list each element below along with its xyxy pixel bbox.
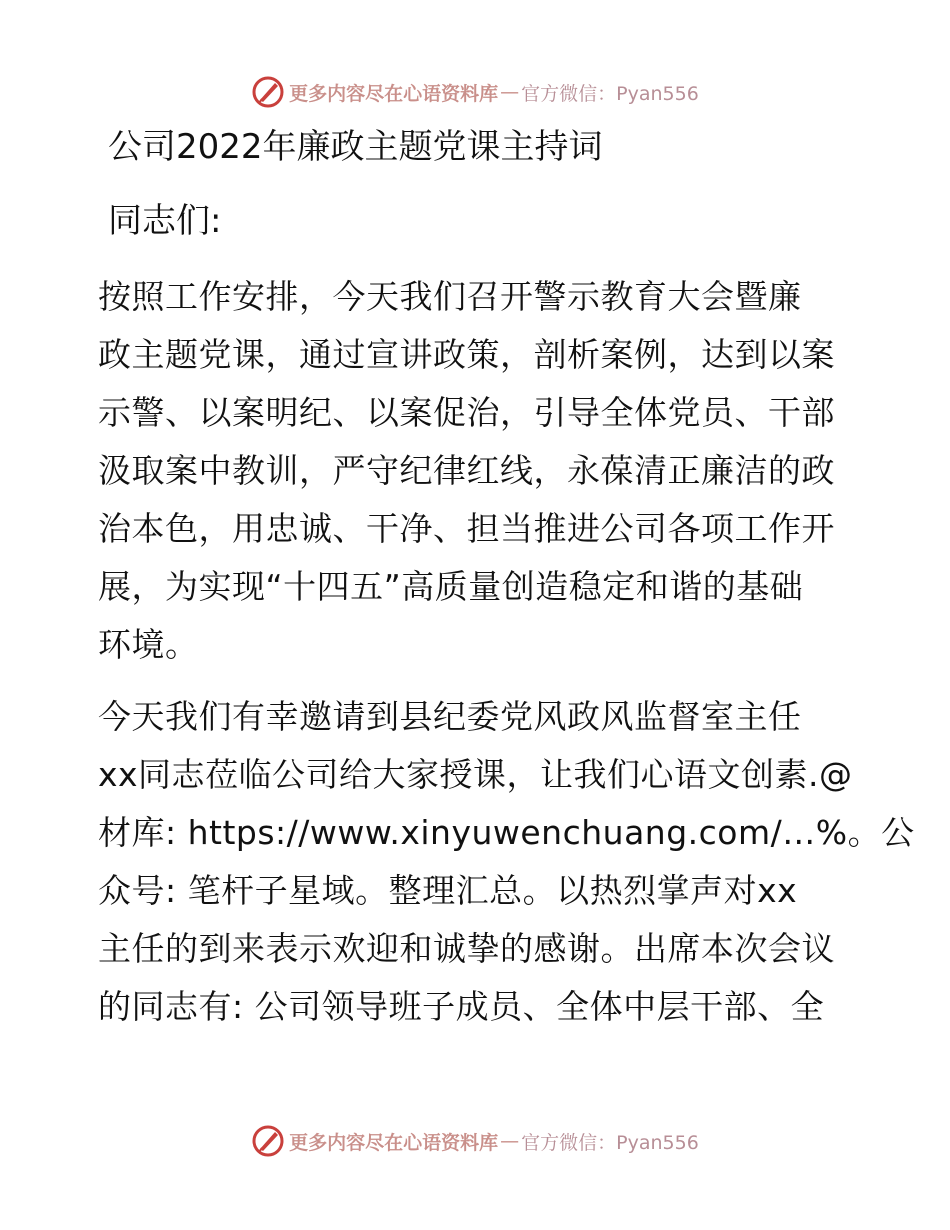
greeting: 同志们: <box>108 201 222 241</box>
banner-dash: — <box>500 1130 520 1152</box>
paragraph-line: 材库: https://www.xinyuwenchuang.com/…%。公 <box>98 813 915 852</box>
paragraph-line: 环境。 <box>98 625 199 664</box>
paragraph-line: 治本色，用忠诚、干净、担当推进公司各项工作开 <box>98 509 835 548</box>
paragraph-line: 汲取案中教训，严守纪律红线，永葆清正廉洁的政 <box>98 451 835 490</box>
quill-logo-icon <box>251 75 285 109</box>
paragraph-line: 主任的到来表示欢迎和诚挚的感谢。出席本次会议 <box>98 929 835 968</box>
paragraph-line: 众号: 笔杆子星域。整理汇总。以热烈掌声对xx <box>98 871 798 910</box>
paragraph-line: xx同志莅临公司给大家授课，让我们心语文创素.@ <box>98 755 853 794</box>
paragraph-line: 按照工作安排，今天我们召开警示教育大会暨廉 <box>98 277 802 316</box>
brand-text: 更多内容尽在心语资料库 <box>289 1131 499 1154</box>
brand-text: 更多内容尽在心语资料库 <box>289 82 499 105</box>
paragraph-line: 的同志有: 公司领导班子成员、全体中层干部、全 <box>98 987 825 1026</box>
footer-banner <box>0 1121 950 1161</box>
wechat-text: 官方微信：Pyan556 <box>521 1131 699 1154</box>
page-title: 公司2022年廉政主题党课主持词 <box>108 127 603 167</box>
header-banner <box>0 72 950 112</box>
banner-dash: — <box>500 81 520 103</box>
paragraph-line: 政主题党课，通过宣讲政策，剖析案例，达到以案 <box>98 335 835 374</box>
paragraph-1 <box>98 268 858 674</box>
quill-logo-icon <box>251 1124 285 1158</box>
paragraph-line: 示警、以案明纪、以案促治，引导全体党员、干部 <box>98 393 835 432</box>
wechat-text: 官方微信：Pyan556 <box>521 82 699 105</box>
paragraph-line: 展，为实现“十四五”高质量创造稳定和谐的基础 <box>98 567 804 606</box>
paragraph-line: 今天我们有幸邀请到县纪委党风政风监督室主任 <box>98 697 802 736</box>
paragraph-2 <box>98 688 915 1036</box>
